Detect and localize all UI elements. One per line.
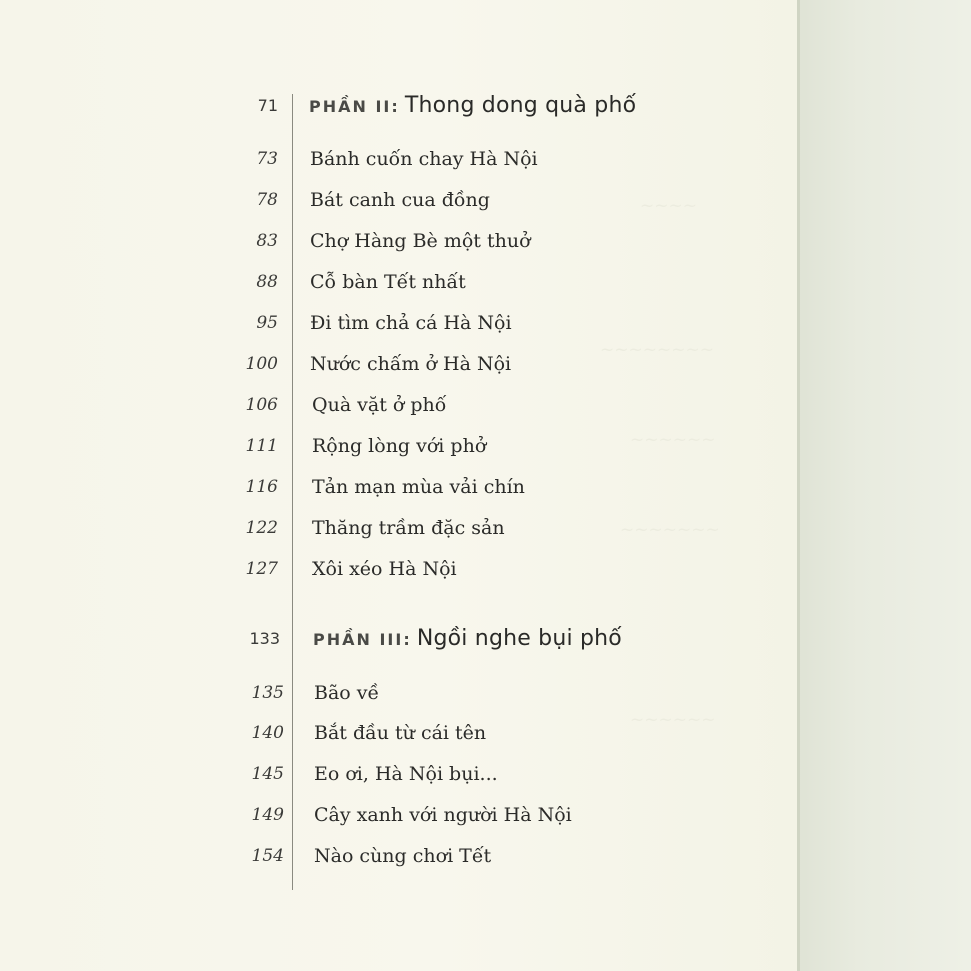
- toc-entry-page: 83: [256, 231, 278, 251]
- toc-part-label: PHẦN III:: [313, 630, 412, 649]
- toc-entry-title: Thăng trầm đặc sản: [312, 517, 505, 539]
- toc-entry-page: 111: [245, 436, 278, 456]
- toc-entry-title: Eo ơi, Hà Nội bụi...: [314, 763, 498, 785]
- show-through-text: ~~~~: [640, 196, 697, 216]
- toc-entry-page: 88: [256, 272, 278, 292]
- toc-entry-title: Quà vặt ở phố: [312, 394, 447, 416]
- toc-entry-page: 116: [245, 477, 278, 497]
- toc-entry-page: 122: [245, 518, 278, 538]
- toc-entry-title: Bão về: [314, 682, 380, 704]
- toc-entry-page: 135: [251, 683, 284, 703]
- toc-entry-title: Rộng lòng với phở: [312, 435, 487, 457]
- toc-entry-page: 95: [256, 313, 278, 333]
- toc-entry-page: 73: [256, 149, 278, 169]
- toc-entry-page: 149: [251, 805, 284, 825]
- toc-part-label: PHẦN II:: [309, 97, 400, 116]
- toc-entry-title: Bánh cuốn chay Hà Nội: [310, 148, 538, 170]
- toc-entry-title: Nước chấm ở Hà Nội: [310, 353, 512, 375]
- toc-entry-title: Bát canh cua đồng: [310, 189, 490, 211]
- toc-entry-title: Xôi xéo Hà Nội: [312, 558, 457, 580]
- toc-entry-title: Chợ Hàng Bè một thuở: [310, 230, 531, 252]
- toc-entry-page: 145: [251, 764, 284, 784]
- toc-part-page-number: 71: [257, 96, 278, 115]
- toc-entry-title: Tản mạn mùa vải chín: [312, 476, 525, 498]
- show-through-text: ~~~~~~: [630, 710, 716, 730]
- toc-entry-page: 100: [245, 354, 278, 374]
- toc-entry-title: Cỗ bàn Tết nhất: [310, 271, 466, 293]
- page-edge-shadow: [797, 0, 971, 971]
- toc-part-page-number: 133: [249, 629, 280, 648]
- toc-part-name: Ngồi nghe bụi phố: [416, 626, 622, 651]
- show-through-text: ~~~~~~~: [620, 520, 720, 540]
- toc-entry-title: Đi tìm chả cá Hà Nội: [310, 312, 512, 334]
- toc-entry-page: 78: [256, 190, 278, 210]
- toc-entry-page: 127: [245, 559, 278, 579]
- toc-part-heading: [309, 91, 636, 122]
- toc-vertical-rule: [292, 94, 293, 890]
- toc-entry-page: 106: [245, 395, 278, 415]
- toc-entry-title: Bắt đầu từ cái tên: [314, 722, 487, 744]
- toc-entry-title: Nào cùng chơi Tết: [314, 845, 492, 867]
- toc-entry-page: 154: [251, 846, 284, 866]
- show-through-text: ~~~~~~: [630, 430, 716, 450]
- toc-part-heading: [313, 624, 622, 655]
- toc-entry-title: Cây xanh với người Hà Nội: [314, 804, 572, 826]
- toc-entry-page: 140: [251, 723, 284, 743]
- toc-part-name: Thong dong quà phố: [404, 93, 637, 118]
- show-through-text: ~~~~~~~~: [600, 340, 714, 360]
